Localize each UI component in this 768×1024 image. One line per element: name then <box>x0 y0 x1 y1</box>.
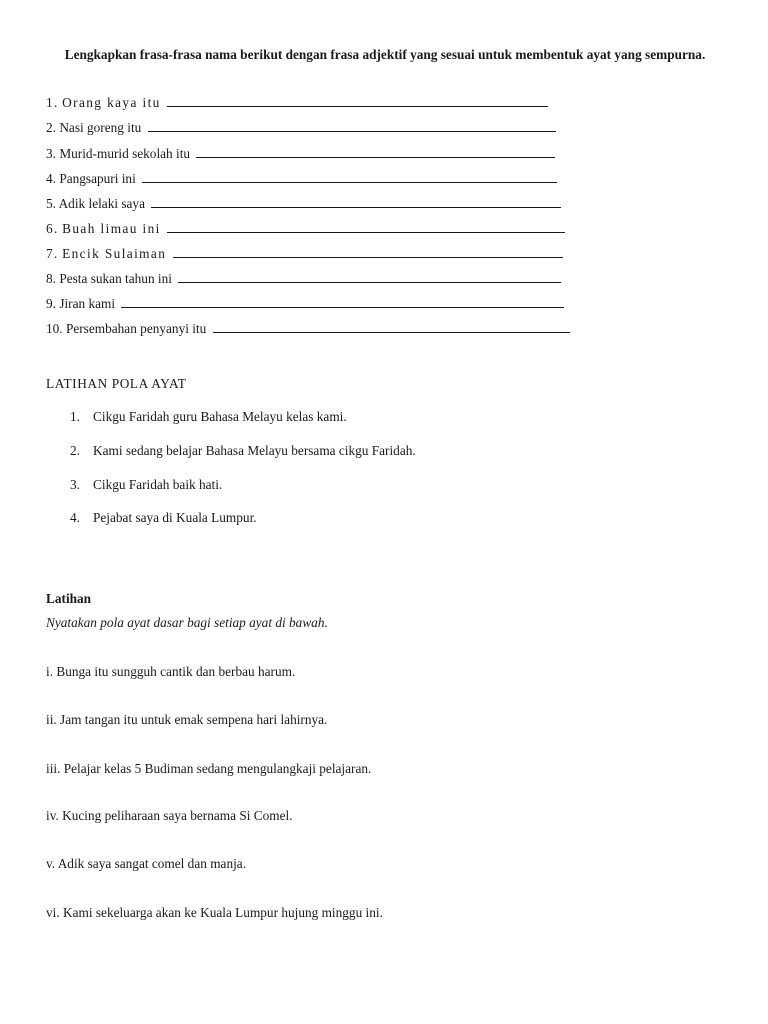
list-item-number: 4. <box>70 510 80 525</box>
question-number: ii. <box>46 712 57 727</box>
fill-item-number: 3. <box>46 146 56 161</box>
list-item-text: Pejabat saya di Kuala Lumpur. <box>93 510 257 525</box>
fill-item <box>46 119 556 137</box>
fill-item-label: Adik lelaki saya <box>58 196 145 211</box>
answer-blank-line[interactable] <box>167 221 565 233</box>
list-item-number: 2. <box>70 443 80 458</box>
fill-item <box>46 270 561 288</box>
fill-item <box>46 245 563 263</box>
answer-blank-line[interactable] <box>121 296 564 308</box>
fill-item <box>46 220 565 238</box>
question-number: vi. <box>46 905 60 920</box>
instruction-text: Nyatakan pola ayat dasar bagi setiap ayat di bawah. <box>46 615 328 630</box>
fill-item-label: Murid-murid sekolah itu <box>59 146 191 161</box>
question-number: iv. <box>46 808 59 823</box>
fill-item-label: Nasi goreng itu <box>59 120 142 135</box>
fill-item-label: Buah limau ini <box>62 221 161 236</box>
question-item <box>46 808 293 824</box>
list-item-text: Cikgu Faridah baik hati. <box>93 477 223 492</box>
question-item <box>46 856 246 872</box>
list-item-number: 3. <box>70 477 80 492</box>
list-item-number: 1. <box>70 409 80 424</box>
question-item <box>46 761 371 777</box>
fill-item <box>46 320 570 338</box>
fill-item <box>46 145 555 163</box>
question-text: Kucing peliharaan saya bernama Si Comel. <box>62 808 293 823</box>
fill-item-label: Jiran kami <box>59 296 116 311</box>
list-item-text: Kami sedang belajar Bahasa Melayu bersama cikgu Faridah. <box>93 443 416 458</box>
fill-item-number: 1. <box>46 95 59 110</box>
question-text: Adik saya sangat comel dan manja. <box>57 856 247 871</box>
fill-item-number: 5. <box>46 196 56 211</box>
answer-blank-line[interactable] <box>148 120 556 132</box>
answer-blank-line[interactable] <box>151 196 561 208</box>
list-item-text: Cikgu Faridah guru Bahasa Melayu kelas kami. <box>93 409 347 424</box>
fill-item <box>46 170 557 188</box>
fill-item <box>46 295 564 313</box>
fill-item-number: 8. <box>46 271 56 286</box>
fill-item-label: Persembahan penyanyi itu <box>65 321 207 336</box>
answer-blank-line[interactable] <box>196 146 555 158</box>
question-text: Pelajar kelas 5 Budiman sedang mengulangkaji pelajaran. <box>63 761 372 776</box>
question-text: Jam tangan itu untuk emak sempena hari lahirnya. <box>60 712 328 727</box>
question-text: Kami sekeluarga akan ke Kuala Lumpur hujung minggu ini. <box>63 905 383 920</box>
question-text: Bunga itu sungguh cantik dan berbau harum. <box>56 664 296 679</box>
fill-item-number: 9. <box>46 296 56 311</box>
fill-item-number: 10. <box>46 321 63 336</box>
fill-item <box>46 94 548 112</box>
question-item <box>46 712 327 728</box>
fill-item-label: Pesta sukan tahun ini <box>59 271 172 286</box>
question-item <box>46 905 383 921</box>
fill-item <box>46 195 561 213</box>
section-heading-latihan: Latihan <box>46 591 92 606</box>
fill-item-label: Orang kaya itu <box>62 95 161 110</box>
question-number: i. <box>46 664 54 679</box>
fill-item-number: 4. <box>46 171 56 186</box>
question-item <box>46 664 295 680</box>
answer-blank-line[interactable] <box>142 171 557 183</box>
answer-blank-line[interactable] <box>213 321 570 333</box>
question-number: v. <box>46 856 56 871</box>
question-number: iii. <box>46 761 61 776</box>
page-title: Lengkapkan frasa-frasa nama berikut dengan frasa adjektif yang sesuai untuk membentuk ayat yang sempurna. <box>64 47 706 62</box>
fill-item-label: Pangsapuri ini <box>59 171 136 186</box>
fill-item-label: Encik Sulaiman <box>62 246 167 261</box>
fill-item-number: 2. <box>46 120 56 135</box>
fill-item-number: 6. <box>46 221 59 236</box>
fill-item-number: 7. <box>46 246 59 261</box>
answer-blank-line[interactable] <box>167 95 548 107</box>
section-heading-pola-ayat: LATIHAN POLA AYAT <box>46 376 187 391</box>
answer-blank-line[interactable] <box>173 246 563 258</box>
answer-blank-line[interactable] <box>178 271 561 283</box>
